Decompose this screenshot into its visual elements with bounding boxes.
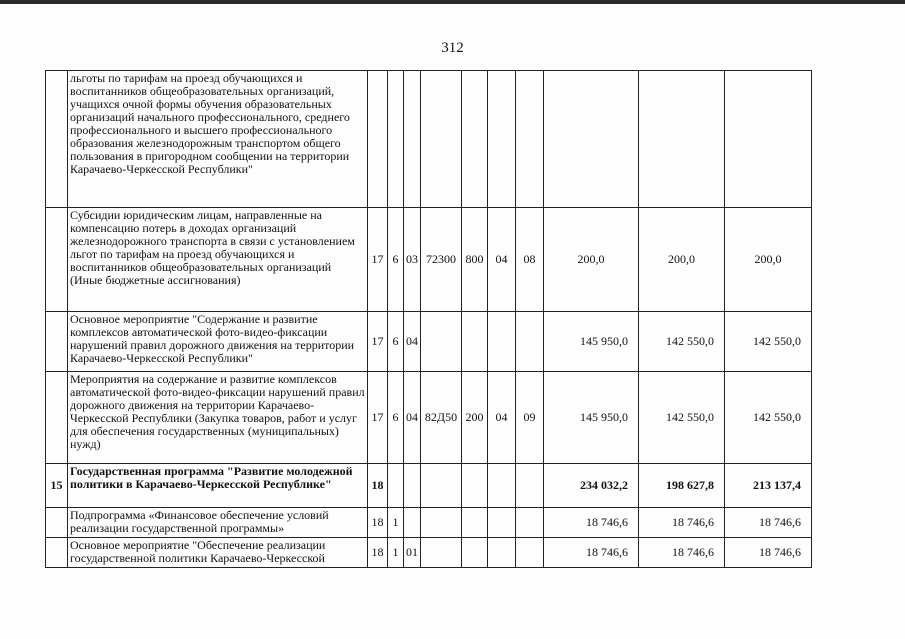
amount-year-2 [639,71,725,208]
amount-year-1 [544,71,639,208]
code-expense-type [462,538,488,568]
amount-year-1: 18 746,6 [544,538,639,568]
amount-year-2: 142 550,0 [639,312,725,372]
code-subsection: 09 [516,372,544,464]
code-expense-type: 200 [462,372,488,464]
amount-year-3: 142 550,0 [725,312,812,372]
amount-year-2: 142 550,0 [639,372,725,464]
code-direction: 72300 [421,208,462,312]
amount-year-3: 213 137,4 [725,464,812,508]
row-number [46,538,68,568]
code-expense-type [462,464,488,508]
code-program: 18 [368,538,388,568]
code-event [404,508,421,538]
code-expense-type [462,508,488,538]
row-name: Основное мероприятие "Содержание и развитие комплексов автоматической фото-видео-фиксации нарушений правил дорожного движения на территории Карачаево-Черкесской Республики" [68,312,368,372]
code-subprogram: 6 [388,372,404,464]
code-subprogram: 6 [388,208,404,312]
amount-year-2: 18 746,6 [639,508,725,538]
amount-year-2: 200,0 [639,208,725,312]
amount-year-1: 200,0 [544,208,639,312]
code-subprogram: 6 [388,312,404,372]
row-number [46,71,68,208]
budget-table [45,70,812,568]
code-direction [421,464,462,508]
code-section [488,312,516,372]
amount-year-3: 18 746,6 [725,538,812,568]
amount-year-2: 18 746,6 [639,538,725,568]
code-section [488,508,516,538]
code-event: 01 [404,538,421,568]
code-event: 04 [404,372,421,464]
row-name: Субсидии юридическим лицам, направленные на компенсацию потерь в доходах организаций железнодорожного транспорта в связи с установлением льгот по тарифам на проезд обучающихся и воспитанников общеобразовательных организаций (Иные бюджетные ассигнования) [68,208,368,312]
code-program: 18 [368,508,388,538]
code-event: 04 [404,312,421,372]
code-direction [421,71,462,208]
code-direction [421,508,462,538]
code-subprogram [388,71,404,208]
code-program: 17 [368,372,388,464]
table-row [46,208,812,312]
row-name: льготы по тарифам на проезд обучающихся и воспитанников общеобразовательных организаций, учащихся очной формы обучения образовательных организаций начального профессионального, среднего профессионального и высшего профессионального образования железнодорожным транспортом общего пользования в пригородном сообщении на территории Карачаево-Черкесской Республики" [68,71,368,208]
amount-year-1: 145 950,0 [544,312,639,372]
table-row [46,312,812,372]
code-subprogram: 1 [388,538,404,568]
code-section [488,464,516,508]
code-event [404,71,421,208]
code-subprogram [388,464,404,508]
code-expense-type [462,312,488,372]
table-row [46,372,812,464]
amount-year-3: 142 550,0 [725,372,812,464]
amount-year-1: 18 746,6 [544,508,639,538]
amount-year-2: 198 627,8 [639,464,725,508]
row-name: Мероприятия на содержание и развитие комплексов автоматической фото-видео-фиксации нарушений правил дорожного движения на территории Карачаево-Черкесской Республики (Закупка товаров, работ и услуг для обеспечения государственных (муниципальных) нужд) [68,372,368,464]
table-row [46,538,812,568]
amount-year-1: 234 032,2 [544,464,639,508]
amount-year-3: 18 746,6 [725,508,812,538]
row-number [46,372,68,464]
code-section [488,538,516,568]
amount-year-3 [725,71,812,208]
code-subsection [516,71,544,208]
code-program: 17 [368,208,388,312]
code-direction [421,538,462,568]
amount-year-3: 200,0 [725,208,812,312]
code-section: 04 [488,372,516,464]
table-row [46,71,812,208]
code-section: 04 [488,208,516,312]
code-program [368,71,388,208]
row-name: Государственная программа "Развитие молодежной политики в Карачаево-Черкесской Республике" [68,464,368,508]
code-program: 18 [368,464,388,508]
code-event [404,464,421,508]
code-subsection [516,508,544,538]
table-row [46,508,812,538]
code-subsection [516,538,544,568]
row-name: Подпрограмма «Финансовое обеспечение условий реализации государственной программы» [68,508,368,538]
page-number: 312 [441,40,464,56]
row-number [46,208,68,312]
code-direction: 82Д50 [421,372,462,464]
code-subprogram: 1 [388,508,404,538]
code-expense-type [462,71,488,208]
code-event: 03 [404,208,421,312]
code-direction [421,312,462,372]
code-subsection: 08 [516,208,544,312]
table-row [46,464,812,508]
amount-year-1: 145 950,0 [544,372,639,464]
code-subsection [516,464,544,508]
code-program: 17 [368,312,388,372]
code-expense-type: 800 [462,208,488,312]
scan-top-edge [0,0,905,4]
row-number [46,312,68,372]
row-number [46,508,68,538]
code-subsection [516,312,544,372]
code-section [488,71,516,208]
row-number: 15 [46,464,68,508]
row-name: Основное мероприятие "Обеспечение реализации государственной политики Карачаево-Черкесской [68,538,368,568]
